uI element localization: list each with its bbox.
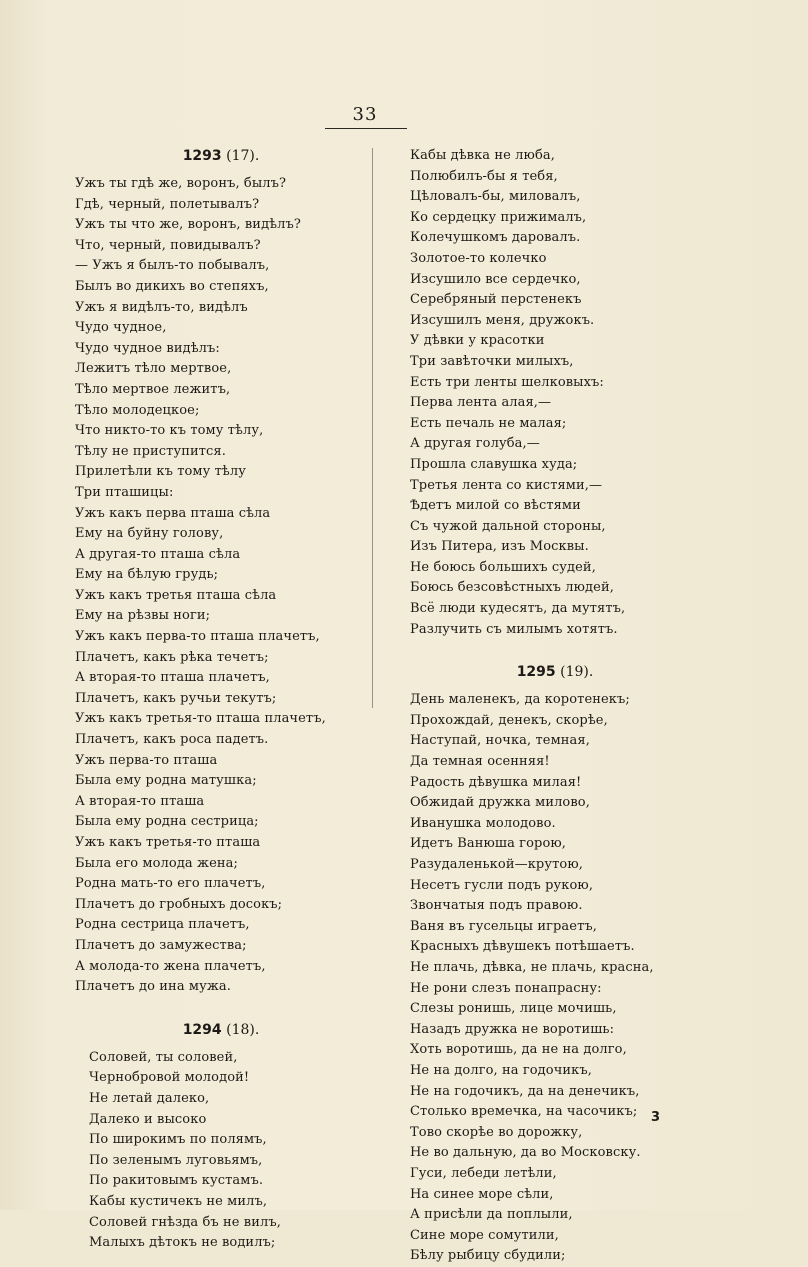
verse-line: У дѣвки у красотки — [410, 333, 545, 349]
verse-line: Ужъ я видѣлъ-то, видѣлъ — [75, 299, 248, 315]
verse-line: Не боюсь большихъ судей, — [410, 559, 596, 575]
verse-line: Изсушилъ меня, дружокъ. — [410, 312, 595, 328]
verse-line: Родна мать-то его плачетъ, — [75, 876, 266, 892]
poem-subnumber: (19). — [560, 664, 594, 681]
verse-line: Разудаленькой—крутою, — [410, 857, 583, 872]
verse-line: А вторая-то пташа плачетъ, — [75, 670, 270, 686]
verse-line: Боюсь безсовѣстныхъ людей, — [410, 580, 614, 596]
verse-line: Не плачь, дѣвка, не плачь, красна, — [410, 959, 654, 975]
verse-line: Ему на рѣзвы ноги; — [75, 608, 211, 624]
poem-number: 1293 — [182, 148, 222, 164]
verse-line: Ужъ какъ третья пташа сѣла — [75, 587, 277, 603]
verse-line: Малыхъ дѣтокъ не водилъ; — [89, 1235, 276, 1251]
verse-line: Иванушка молодово. — [410, 815, 556, 831]
poem-number: 1294 — [182, 1021, 222, 1038]
verse-line: Тѣло молодецкое; — [75, 402, 200, 418]
poem-number: 1295 — [516, 664, 556, 681]
right-column — [410, 146, 700, 1267]
verse-line: Ужъ какъ третья-то пташа — [75, 835, 261, 850]
verse-line: Столько времечка, на часочикъ; — [410, 1104, 638, 1120]
verse-line: Не летай далеко, — [89, 1090, 210, 1106]
verse-line: А другая голуба,— — [410, 436, 540, 452]
signature-mark: 3 — [651, 1110, 661, 1125]
verse-line: Разлучить съ милымъ хотятъ. — [410, 621, 618, 637]
verse-line: Красныхъ дѣвушекъ потѣшаетъ. — [410, 939, 635, 955]
poem-heading — [75, 1020, 367, 1040]
verse-line: День маленекъ, да коротенекъ; — [410, 692, 630, 708]
verse-line: Не на годочикъ, да на денечикъ, — [410, 1083, 640, 1099]
verse-line: Тѣло мертвое лежитъ, — [75, 381, 231, 397]
verse-line: Всё люди кудесятъ, да мутятъ, — [410, 601, 626, 617]
verse-line: Плачетъ до гробныхъ досокъ; — [75, 896, 283, 912]
verse-line: Что, черный, повидывалъ? — [75, 237, 261, 253]
verse-line: Прохождай, денекъ, скорѣе, — [410, 712, 608, 728]
verse-line: Ѣдетъ милой со вѣстями — [410, 498, 581, 514]
verse-line: А молода-то жена плачетъ, — [75, 958, 266, 974]
verse-line: На синее море сѣли, — [410, 1186, 554, 1202]
verse-line: Что никто-то къ тому тѣлу, — [75, 423, 264, 439]
poem-heading — [75, 146, 367, 166]
verse-line: Назадъ дружка не воротишь: — [410, 1021, 615, 1037]
verse-line: Ужъ ты гдѣ же, воронъ, былъ? — [75, 176, 287, 191]
verse-line: Былъ во дикихъ во степяхъ, — [75, 278, 269, 294]
verse-line: Колечушкомъ даровалъ. — [410, 230, 581, 246]
verse-line: Плачетъ до замужества; — [75, 937, 247, 953]
verse-line: Чудо чудное, — [75, 320, 167, 336]
verse-line: Чудо чудное видѣлъ: — [75, 340, 220, 356]
verse-line: Наступай, ночка, темная, — [410, 733, 590, 749]
verse-line: Ему на бѣлую грудь; — [75, 567, 219, 583]
verse-line: Цѣловалъ-бы, миловалъ, — [410, 189, 581, 205]
verse-line: Не рони слезъ понапрасну: — [410, 980, 602, 996]
poem-text — [75, 174, 367, 998]
verse-line: Плачетъ, какъ рѣка течетъ; — [75, 649, 269, 665]
verse-line: Три завѣточки милыхъ, — [410, 353, 574, 369]
verse-line: По широкимъ по полямъ, — [89, 1132, 267, 1148]
verse-line: Ему на буйну голову, — [75, 526, 224, 542]
section-gap — [410, 640, 700, 662]
verse-line: Была его молода жена; — [75, 855, 238, 871]
verse-line: Родна сестрица плачетъ, — [75, 917, 250, 933]
verse-line: Ваня въ гусельцы играетъ, — [410, 918, 597, 934]
verse-line: Ужъ перва-то пташа — [75, 752, 218, 768]
verse-line: Да темная осенняя! — [410, 754, 550, 770]
verse-line: Плачетъ, какъ роса падетъ. — [75, 732, 269, 748]
verse-line: Несетъ гусли подъ рукою, — [410, 877, 594, 893]
verse-line: Бѣлу рыбицу сбудили; — [410, 1248, 566, 1264]
verse-line: Звончатыя подъ правою. — [410, 898, 583, 914]
verse-line: Слезы ронишь, лице мочишь, — [410, 1001, 617, 1017]
verse-line: Сине море сомутили, — [410, 1227, 559, 1243]
verse-line: Ужъ ты что же, воронъ, видѣлъ? — [75, 217, 301, 233]
verse-line: Хоть воротишь, да не на долго, — [410, 1042, 627, 1058]
verse-line: Тово скорѣе во дорожку, — [410, 1124, 583, 1140]
verse-line: Не во дальную, да во Московску. — [410, 1145, 641, 1161]
verse-line: Изъ Питера, изъ Москвы. — [410, 539, 589, 555]
poem-text — [410, 690, 700, 1267]
verse-line: Обжидай дружка милово, — [410, 795, 590, 811]
verse-line: Прилетѣли къ тому тѣлу — [75, 464, 246, 480]
verse-line: Соловей, ты соловей, — [89, 1049, 238, 1065]
verse-line: Ужъ какъ перва-то пташа плачетъ, — [75, 629, 320, 645]
verse-line: Идетъ Ванюша горою, — [410, 836, 567, 852]
verse-line: Была ему родна матушка; — [75, 773, 257, 789]
poem-text-continued — [410, 146, 700, 640]
verse-line: Радость дѣвушка милая! — [410, 774, 582, 790]
verse-line: А вторая-то пташа — [75, 793, 205, 809]
poem-subnumber: (17). — [226, 148, 260, 164]
poem-heading — [410, 662, 700, 682]
verse-line: Есть печаль не малая; — [410, 415, 567, 431]
verse-line: Перва лента алая,— — [410, 395, 552, 411]
verse-line: По зеленымъ луговьямъ, — [89, 1152, 263, 1168]
verse-line: Серебряный перстенекъ — [410, 292, 582, 308]
verse-line: Соловей гнѣзда бъ не вилъ, — [89, 1214, 281, 1230]
verse-line: А присѣли да поплыли, — [410, 1207, 573, 1223]
verse-line: Гдѣ, черный, полетывалъ? — [75, 196, 260, 212]
verse-line: По ракитовымъ кустамъ. — [89, 1173, 264, 1189]
verse-line: Гуси, лебеди летѣли, — [410, 1165, 557, 1181]
verse-line: Ужъ какъ перва пташа сѣла — [75, 505, 271, 521]
verse-line: Ко сердецку прижималъ, — [410, 209, 587, 225]
poem-text — [75, 1048, 367, 1254]
verse-line: Кабы дѣвка не люба, — [410, 148, 555, 163]
column-divider — [372, 148, 373, 708]
poem-subnumber: (18). — [226, 1021, 260, 1038]
verse-line: Золотое-то колечко — [410, 250, 547, 266]
verse-line: Чернобровой молодой! — [89, 1070, 250, 1086]
left-column — [75, 146, 367, 1254]
verse-line: Ужъ какъ третья-то пташа плачетъ, — [75, 711, 326, 727]
verse-line: Изсушило все сердечко, — [410, 271, 581, 287]
verse-line: Плачетъ, какъ ручьи текутъ; — [75, 690, 277, 706]
verse-line: Плачетъ до ина мужа. — [75, 979, 232, 995]
verse-line: А другая-то пташа сѣла — [75, 546, 241, 562]
verse-line: Не на долго, на годочикъ, — [410, 1062, 593, 1078]
verse-line: Была ему родна сестрица; — [75, 814, 259, 830]
verse-line: Кабы кустичекъ не милъ, — [89, 1193, 268, 1209]
verse-line: Есть три ленты шелковыхъ: — [410, 374, 604, 390]
verse-line: Далеко и высоко — [89, 1111, 207, 1127]
verse-line: Тѣлу не приступится. — [75, 443, 226, 459]
page-number: 33 — [352, 104, 378, 125]
verse-line: — Ужъ я былъ-то побывалъ, — [75, 258, 270, 274]
verse-line: Три пташицы: — [75, 484, 174, 500]
verse-line: Третья лента со кистями,— — [410, 477, 603, 493]
page-number-rule — [325, 128, 407, 129]
verse-line: Лежитъ тѣло мертвое, — [75, 361, 232, 377]
verse-line: Полюбилъ-бы я тебя, — [410, 168, 558, 184]
section-gap — [75, 998, 367, 1020]
verse-line: Съ чужой дальной стороны, — [410, 518, 606, 534]
verse-line: Прошла славушка худа; — [410, 456, 578, 472]
